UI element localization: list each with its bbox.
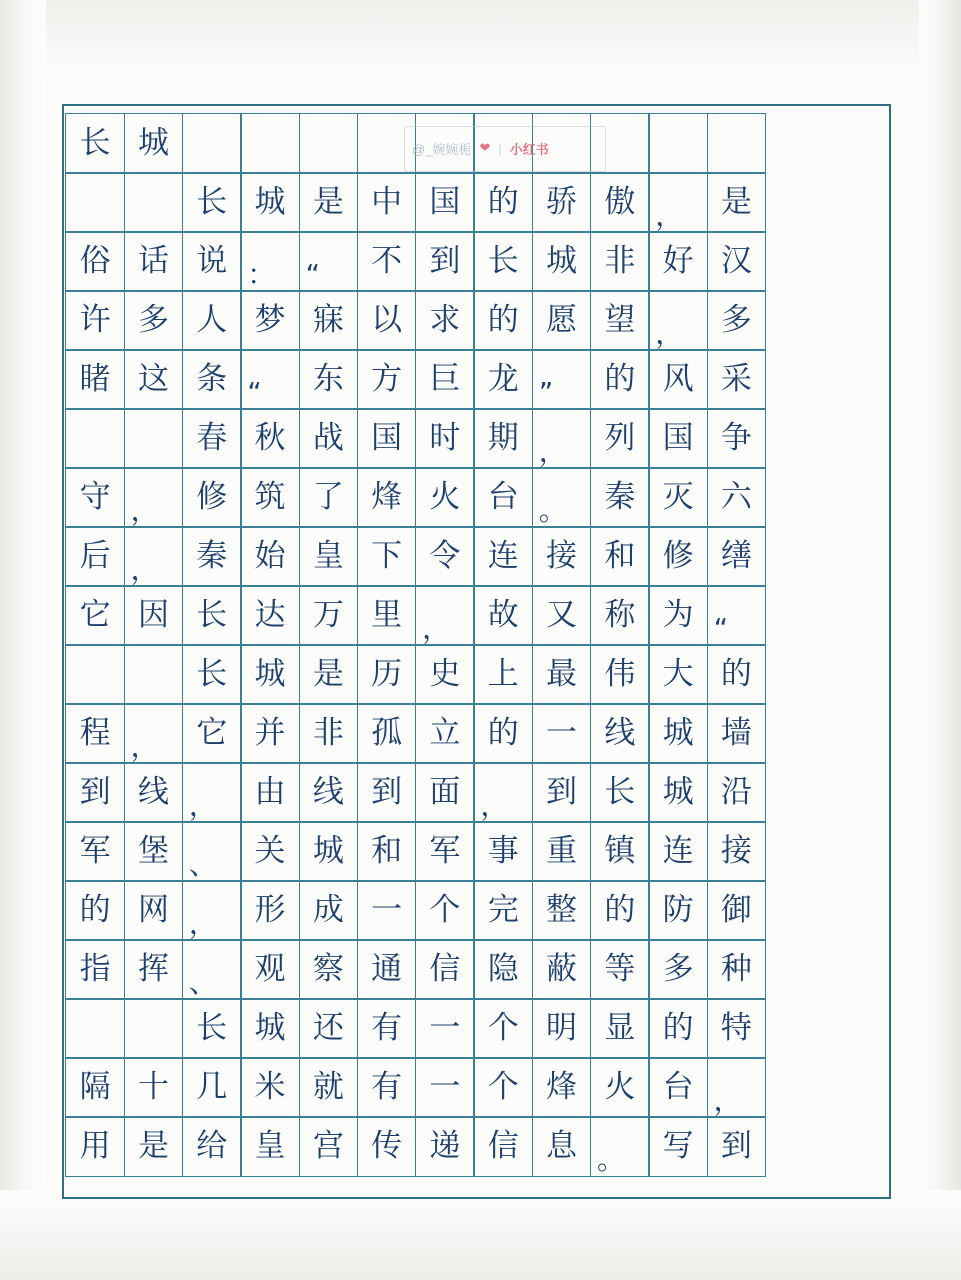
grid-cell: 历 <box>357 644 417 704</box>
grid-cell: 守 <box>65 467 125 527</box>
grid-cell: 以 <box>357 290 417 350</box>
grid-cell: 里 <box>357 585 417 645</box>
grid-cell: 台 <box>473 467 533 527</box>
grid-cell: 始 <box>240 526 300 586</box>
grid-cell <box>124 172 184 232</box>
grid-cell: 由 <box>240 762 300 822</box>
grid-cell: 长 <box>182 644 242 704</box>
grid-cell: ， <box>415 585 475 645</box>
grid-cell: 皇 <box>299 526 359 586</box>
grid-cell: 和 <box>590 526 650 586</box>
grid-cell: 镇 <box>590 821 650 881</box>
grid-cell: 望 <box>590 290 650 350</box>
grid-cell: 寐 <box>299 290 359 350</box>
grid-cell: 军 <box>65 821 125 881</box>
grid-cell <box>124 998 184 1058</box>
grid-cell: 形 <box>240 880 300 940</box>
grid-cell: 火 <box>415 467 475 527</box>
paper-edge-top <box>0 0 961 80</box>
grid-cell: 求 <box>415 290 475 350</box>
grid-cell: 非 <box>590 231 650 291</box>
grid-cell: 和 <box>357 821 417 881</box>
grid-cell: 梦 <box>240 290 300 350</box>
grid-cell: 长 <box>182 585 242 645</box>
grid-cell: 察 <box>299 939 359 999</box>
grid-cell: 城 <box>240 644 300 704</box>
grid-cell: 种 <box>707 939 767 999</box>
grid-cell: 到 <box>707 1116 767 1176</box>
grid-cell: 中 <box>357 172 417 232</box>
grid-cell: 城 <box>299 821 359 881</box>
grid-cell: 汉 <box>707 231 767 291</box>
grid-cell: 的 <box>590 349 650 409</box>
grid-cell <box>415 113 475 173</box>
grid-cell: 多 <box>707 290 767 350</box>
grid-cell: ， <box>473 762 533 822</box>
grid-cell: 个 <box>415 880 475 940</box>
grid-cell: 火 <box>590 1057 650 1117</box>
grid-cell <box>182 113 242 173</box>
grid-cell: 后 <box>65 526 125 586</box>
grid-cell: 风 <box>648 349 708 409</box>
grid-paper-sheet <box>62 104 891 1199</box>
grid-cell: 它 <box>65 585 125 645</box>
grid-cell <box>65 644 125 704</box>
grid-cell: 骄 <box>532 172 592 232</box>
grid-cell <box>124 644 184 704</box>
grid-cell: 长 <box>590 762 650 822</box>
grid-cell: 长 <box>473 231 533 291</box>
grid-cell: 一 <box>357 880 417 940</box>
grid-cell: 时 <box>415 408 475 468</box>
grid-cell: 连 <box>648 821 708 881</box>
grid-cell: 网 <box>124 880 184 940</box>
grid-cell: 。 <box>532 467 592 527</box>
grid-cell: 通 <box>357 939 417 999</box>
grid-cell: ， <box>182 762 242 822</box>
grid-cell <box>473 113 533 173</box>
grid-cell: 孤 <box>357 703 417 763</box>
grid-cell <box>65 998 125 1058</box>
heart-icon: ❤ <box>479 140 491 155</box>
grid-cell: 等 <box>590 939 650 999</box>
grid-cell: 堡 <box>124 821 184 881</box>
grid-cell: 非 <box>299 703 359 763</box>
grid-cell <box>65 408 125 468</box>
grid-cell: 的 <box>648 998 708 1058</box>
grid-cell: 城 <box>240 998 300 1058</box>
grid-cell: 灭 <box>648 467 708 527</box>
grid-cell: 到 <box>357 762 417 822</box>
grid-cell: 上 <box>473 644 533 704</box>
grid-cell: 采 <box>707 349 767 409</box>
grid-cell: 条 <box>182 349 242 409</box>
grid-cell: 最 <box>532 644 592 704</box>
grid-cell: 国 <box>648 408 708 468</box>
grid-cell: 就 <box>299 1057 359 1117</box>
grid-cell: 说 <box>182 231 242 291</box>
grid-cell <box>124 408 184 468</box>
grid-cell: 关 <box>240 821 300 881</box>
grid-cell: 争 <box>707 408 767 468</box>
grid-cell: 秋 <box>240 408 300 468</box>
grid-cell: 特 <box>707 998 767 1058</box>
grid-cell: 立 <box>415 703 475 763</box>
grid-cell: 的 <box>590 880 650 940</box>
grid-cell: 是 <box>299 172 359 232</box>
character-grid <box>66 114 766 1192</box>
grid-cell: 到 <box>532 762 592 822</box>
grid-cell: 称 <box>590 585 650 645</box>
grid-cell: 显 <box>590 998 650 1058</box>
grid-cell: 龙 <box>473 349 533 409</box>
grid-cell: 史 <box>415 644 475 704</box>
grid-cell: 信 <box>473 1116 533 1176</box>
grid-cell: 几 <box>182 1057 242 1117</box>
grid-cell: 达 <box>240 585 300 645</box>
grid-cell: 俗 <box>65 231 125 291</box>
grid-cell: 一 <box>415 998 475 1058</box>
grid-cell: 城 <box>124 113 184 173</box>
grid-cell: 话 <box>124 231 184 291</box>
grid-cell <box>590 113 650 173</box>
grid-cell: 秦 <box>590 467 650 527</box>
grid-cell: 并 <box>240 703 300 763</box>
grid-cell: 信 <box>415 939 475 999</box>
grid-cell: 人 <box>182 290 242 350</box>
watermark-handle: @_婉婉栀 <box>412 141 472 157</box>
grid-cell <box>357 113 417 173</box>
grid-cell: 是 <box>124 1116 184 1176</box>
grid-cell: 修 <box>648 526 708 586</box>
grid-cell: “ <box>707 585 767 645</box>
grid-cell: 息 <box>532 1116 592 1176</box>
grid-cell: 愿 <box>532 290 592 350</box>
grid-cell: 传 <box>357 1116 417 1176</box>
grid-cell: 线 <box>124 762 184 822</box>
grid-cell: 挥 <box>124 939 184 999</box>
grid-cell: ： <box>240 231 300 291</box>
grid-cell: 接 <box>532 526 592 586</box>
grid-cell: 程 <box>65 703 125 763</box>
grid-cell: 皇 <box>240 1116 300 1176</box>
grid-cell: 有 <box>357 1057 417 1117</box>
grid-cell <box>65 172 125 232</box>
grid-cell: 的 <box>473 290 533 350</box>
grid-cell: 用 <box>65 1116 125 1176</box>
grid-cell: 傲 <box>590 172 650 232</box>
grid-cell: 事 <box>473 821 533 881</box>
grid-cell: 国 <box>415 172 475 232</box>
grid-cell: 筑 <box>240 467 300 527</box>
paper-edge-right <box>919 0 961 1280</box>
grid-cell: 它 <box>182 703 242 763</box>
grid-cell: 有 <box>357 998 417 1058</box>
grid-cell: 宫 <box>299 1116 359 1176</box>
right-margin-strip <box>769 106 889 1197</box>
grid-cell: 。 <box>590 1116 650 1176</box>
grid-cell: 十 <box>124 1057 184 1117</box>
grid-cell: 隔 <box>65 1057 125 1117</box>
grid-cell: 城 <box>648 703 708 763</box>
grid-cell: 春 <box>182 408 242 468</box>
grid-cell: 因 <box>124 585 184 645</box>
grid-cell <box>240 113 300 173</box>
grid-cell <box>299 113 359 173</box>
grid-cell: 缮 <box>707 526 767 586</box>
grid-cell: ， <box>124 703 184 763</box>
grid-cell: 给 <box>182 1116 242 1176</box>
grid-cell: 沿 <box>707 762 767 822</box>
grid-cell: 防 <box>648 880 708 940</box>
grid-cell: ， <box>182 880 242 940</box>
watermark-brand: 小红书 <box>509 141 549 157</box>
grid-cell: ， <box>648 172 708 232</box>
watermark-separator: | <box>498 140 502 156</box>
grid-cell: 明 <box>532 998 592 1058</box>
grid-cell: “ <box>299 231 359 291</box>
grid-cell: 令 <box>415 526 475 586</box>
grid-cell: “ <box>240 349 300 409</box>
grid-cell: 城 <box>240 172 300 232</box>
grid-cell: 国 <box>357 408 417 468</box>
grid-cell: 又 <box>532 585 592 645</box>
grid-cell: 线 <box>590 703 650 763</box>
grid-cell: 伟 <box>590 644 650 704</box>
grid-cell: 睹 <box>65 349 125 409</box>
grid-cell: 了 <box>299 467 359 527</box>
grid-cell: 面 <box>415 762 475 822</box>
grid-cell: 墙 <box>707 703 767 763</box>
grid-cell: 到 <box>415 231 475 291</box>
grid-cell: 这 <box>124 349 184 409</box>
grid-cell: 大 <box>648 644 708 704</box>
grid-cell: 万 <box>299 585 359 645</box>
grid-cell: 台 <box>648 1057 708 1117</box>
grid-cell: 接 <box>707 821 767 881</box>
grid-cell: 的 <box>65 880 125 940</box>
grid-cell <box>648 113 708 173</box>
grid-cell: 城 <box>648 762 708 822</box>
grid-cell: 期 <box>473 408 533 468</box>
grid-cell: 蔽 <box>532 939 592 999</box>
grid-cell: 多 <box>124 290 184 350</box>
grid-cell: 军 <box>415 821 475 881</box>
grid-cell: 的 <box>473 172 533 232</box>
grid-cell: 隐 <box>473 939 533 999</box>
grid-cell: 米 <box>240 1057 300 1117</box>
grid-cell: 故 <box>473 585 533 645</box>
grid-cell: 指 <box>65 939 125 999</box>
grid-cell: 为 <box>648 585 708 645</box>
grid-cell: 到 <box>65 762 125 822</box>
grid-cell <box>532 113 592 173</box>
paper-edge-bottom <box>0 1190 961 1280</box>
grid-cell: 成 <box>299 880 359 940</box>
grid-cell: 写 <box>648 1116 708 1176</box>
grid-cell: 重 <box>532 821 592 881</box>
grid-cell: 、 <box>182 939 242 999</box>
paper-edge-left <box>0 0 46 1280</box>
grid-cell: 一 <box>415 1057 475 1117</box>
grid-cell: 列 <box>590 408 650 468</box>
grid-cell: 一 <box>532 703 592 763</box>
grid-cell: 好 <box>648 231 708 291</box>
grid-cell: 东 <box>299 349 359 409</box>
grid-cell: 的 <box>707 644 767 704</box>
grid-cell: 长 <box>182 998 242 1058</box>
grid-cell: 线 <box>299 762 359 822</box>
grid-cell: 御 <box>707 880 767 940</box>
grid-cell: 方 <box>357 349 417 409</box>
grid-cell: 是 <box>299 644 359 704</box>
grid-cell: 下 <box>357 526 417 586</box>
grid-cell: 许 <box>65 290 125 350</box>
grid-cell: ， <box>124 526 184 586</box>
grid-cell: 完 <box>473 880 533 940</box>
grid-cell: ” <box>532 349 592 409</box>
grid-cell: 观 <box>240 939 300 999</box>
grid-cell: 战 <box>299 408 359 468</box>
grid-cell: 递 <box>415 1116 475 1176</box>
grid-cell: 长 <box>182 172 242 232</box>
grid-cell: 整 <box>532 880 592 940</box>
grid-cell: 还 <box>299 998 359 1058</box>
grid-cell: ， <box>124 467 184 527</box>
grid-cell <box>707 113 767 173</box>
grid-cell: 烽 <box>532 1057 592 1117</box>
grid-cell: 巨 <box>415 349 475 409</box>
grid-cell: 个 <box>473 1057 533 1117</box>
grid-cell: 个 <box>473 998 533 1058</box>
grid-cell: 不 <box>357 231 417 291</box>
grid-cell: 秦 <box>182 526 242 586</box>
grid-cell: 烽 <box>357 467 417 527</box>
grid-cell: 是 <box>707 172 767 232</box>
grid-cell: 、 <box>182 821 242 881</box>
grid-cell: ， <box>648 290 708 350</box>
grid-cell: 多 <box>648 939 708 999</box>
grid-cell: ， <box>532 408 592 468</box>
grid-cell: ， <box>707 1057 767 1117</box>
grid-cell: 修 <box>182 467 242 527</box>
grid-cell: 六 <box>707 467 767 527</box>
grid-cell: 城 <box>532 231 592 291</box>
grid-cell: 连 <box>473 526 533 586</box>
grid-cell: 长 <box>65 113 125 173</box>
grid-cell: 的 <box>473 703 533 763</box>
